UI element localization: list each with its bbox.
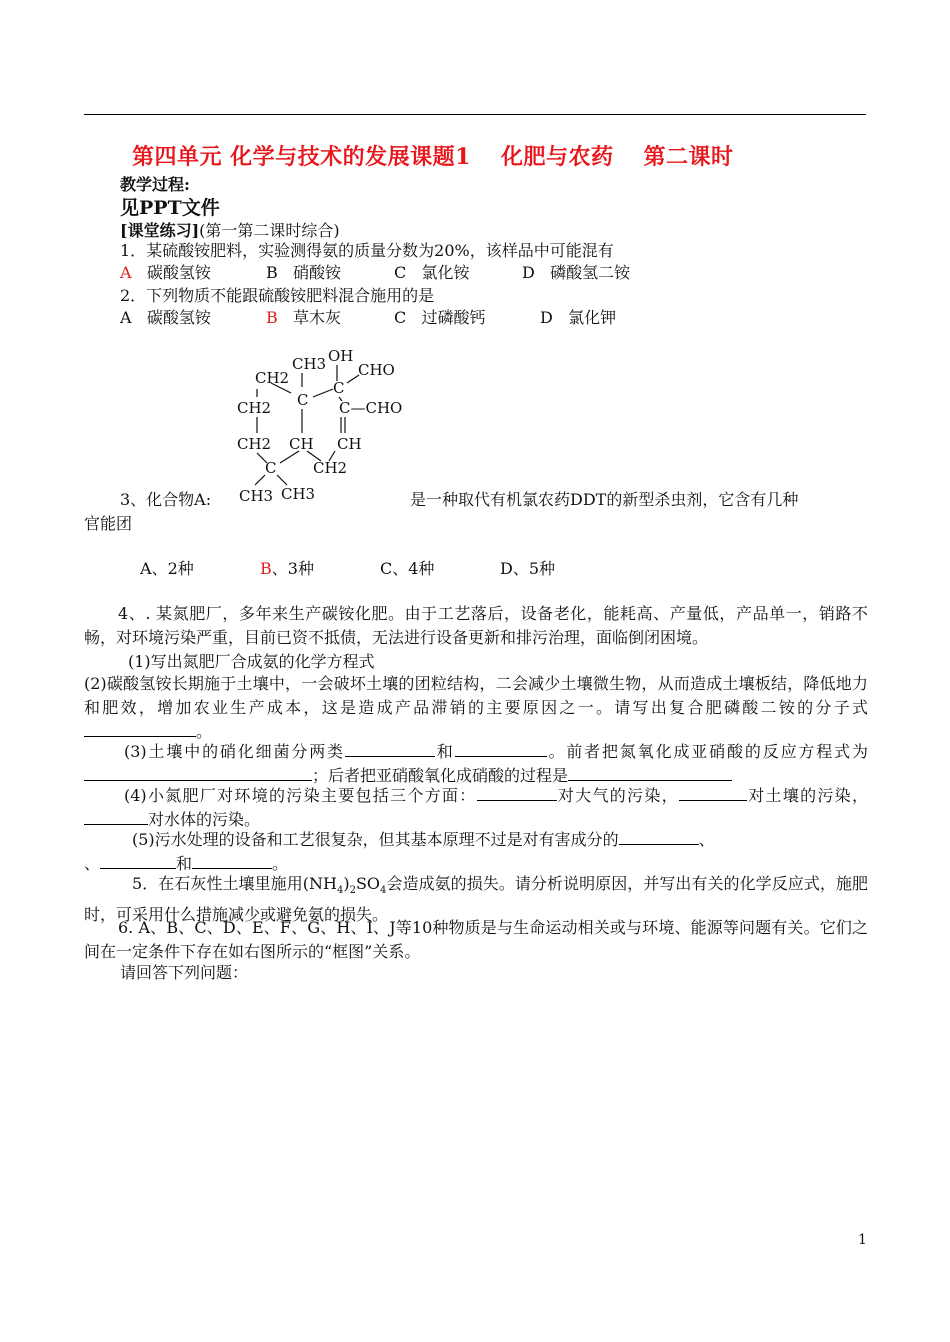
q1-option-b: B 硝酸铵 bbox=[266, 263, 342, 282]
q4-blank-method-2[interactable] bbox=[100, 852, 176, 869]
page-number: 1 bbox=[858, 1232, 867, 1248]
q2-option-a: A 碳酸氢铵 bbox=[120, 308, 211, 327]
practice-heading bbox=[120, 218, 340, 241]
q3-option-b: B、3种 bbox=[260, 559, 314, 578]
struct-label-c-b: C bbox=[333, 379, 345, 397]
q3-prefix: 3、化合物A: bbox=[120, 490, 212, 509]
struct-label-ch2-b: CH2 bbox=[237, 399, 272, 417]
q2-option-d: D 氯化钾 bbox=[540, 308, 617, 327]
struct-label-c-a: C bbox=[297, 391, 309, 409]
struct-label-ch2-c: CH2 bbox=[237, 435, 272, 453]
header-rule bbox=[84, 114, 866, 115]
page-title bbox=[132, 140, 734, 171]
q1-option-d: D 磷酸氢二铵 bbox=[522, 263, 631, 282]
q4-part-2: (2)碳酸氢铵长期施于土壤中，一会破坏土壤的团粒结构，二会减少土壤微生物，从而造成土壤板结，降低地力和肥效，增加农业生产成本，这是造成产品滞销的主要原因之一。请写出复合肥磷酸二铵的分子式。 bbox=[84, 674, 868, 741]
ppt-file-label: 见PPT文件 bbox=[120, 197, 220, 219]
q4-blank-equation[interactable] bbox=[84, 764, 312, 781]
struct-label-ch3-right: CH3 bbox=[281, 485, 316, 503]
q4-blank-bacteria-1[interactable] bbox=[345, 740, 435, 757]
struct-label-cho-1: CHO bbox=[358, 361, 395, 379]
struct-label-ch3-top: CH3 bbox=[292, 355, 327, 373]
q4-part-1: (1)写出氮肥厂合成氨的化学方程式 bbox=[128, 652, 375, 671]
q4-blank-method-3[interactable] bbox=[192, 852, 272, 869]
q4-blank-water[interactable] bbox=[84, 808, 148, 825]
title-part-2: 化肥与农药 bbox=[500, 144, 614, 170]
q3-option-a: A、2种 bbox=[140, 559, 194, 578]
title-part-3: 第二课时 bbox=[643, 144, 734, 170]
q1-option-c: C 氯化铵 bbox=[394, 263, 470, 282]
q1-stem: 1．某硫酸铵肥料，实验测得氨的质量分数为20%，该样品中可能混有 bbox=[120, 241, 614, 260]
q6-ask: 请回答下列问题： bbox=[120, 963, 249, 982]
q3-stem-cont: 官能团 bbox=[84, 514, 133, 533]
struct-label-oh: OH bbox=[328, 347, 354, 365]
q3-stem: 是一种取代有机氯农药DDT的新型杀虫剂，它含有几种 bbox=[410, 490, 799, 509]
q4-blank-process[interactable] bbox=[568, 764, 732, 781]
q6-text: 6. A、B、C、D、E、F、G、H、I、J等10种物质是与生命运动相关或与环境、能源等问题有关。它们之间在一定条件下存在如右图所示的“框图”关系。 bbox=[84, 918, 868, 961]
q4-part-3: (3)土壤中的硝化细菌分两类 和 。前者把氮氧化成亚硝酸的反应方程式为；后者把亚硝酸氧化成硝酸的过程是 bbox=[84, 740, 868, 788]
struct-label-ch-b: CH bbox=[337, 435, 362, 453]
q4-blank-soil[interactable] bbox=[679, 784, 747, 801]
struct-label-ch2-d: CH2 bbox=[313, 459, 348, 477]
compound-a-structure bbox=[225, 345, 415, 510]
struct-label-cho-2: C—CHO bbox=[339, 399, 403, 417]
q5-text: 5．在石灰性土壤里施用$(NH_4)_2SO_4$会造成氨的损失。请分析说明原因，并写出有关的化学反应式，施肥时，可采用什么措施减少或避免氨的损失。 bbox=[84, 874, 868, 925]
teaching-process-label: 教学过程: bbox=[120, 175, 190, 194]
q1-options bbox=[120, 262, 630, 284]
q3-option-c: C、4种 bbox=[380, 559, 435, 578]
q4-part-4: (4)小氮肥厂对环境的污染主要包括三个方面： 对大气的污染， 对土壤的污染，对水体的污染。 bbox=[84, 784, 868, 832]
q4-blank-bacteria-2[interactable] bbox=[455, 740, 547, 757]
q2-options bbox=[120, 307, 616, 329]
practice-label: [课堂练习] bbox=[120, 221, 200, 240]
q4-part-5: (5)污水处理的设备和工艺很复杂，但其基本原理不过是对有害成分的 、 、 和 。 bbox=[84, 830, 715, 873]
title-part-1: 第四单元 化学与技术的发展课题1 bbox=[132, 144, 471, 170]
q3-options bbox=[140, 558, 555, 580]
q4-blank-air[interactable] bbox=[477, 784, 557, 801]
struct-label-ch-a: CH bbox=[289, 435, 314, 453]
practice-note: (第一第二课时综合) bbox=[199, 221, 340, 240]
q3-option-d: D、5种 bbox=[500, 559, 556, 578]
q4-intro: 4、. 某氮肥厂，多年来生产碳铵化肥。由于工艺落后，设备老化，能耗高、产量低，产品单一，销路不畅，对环境污染严重，目前已资不抵债，无法进行设备更新和排污治理，面临倒闭困境。 bbox=[84, 604, 868, 647]
struct-label-ch3-left: CH3 bbox=[239, 487, 274, 505]
q2-option-c: C 过磷酸钙 bbox=[394, 308, 486, 327]
q1-option-a: A 碳酸氢铵 bbox=[120, 263, 211, 282]
q4-blank-formula[interactable] bbox=[84, 720, 196, 737]
struct-label-ch2-a: CH2 bbox=[255, 369, 290, 387]
struct-label-c-c: C bbox=[265, 459, 277, 477]
q2-option-b: B 草木灰 bbox=[266, 308, 342, 327]
q2-stem: 2．下列物质不能跟硫酸铵肥料混合施用的是 bbox=[120, 286, 435, 305]
q4-blank-method-1[interactable] bbox=[619, 828, 699, 845]
